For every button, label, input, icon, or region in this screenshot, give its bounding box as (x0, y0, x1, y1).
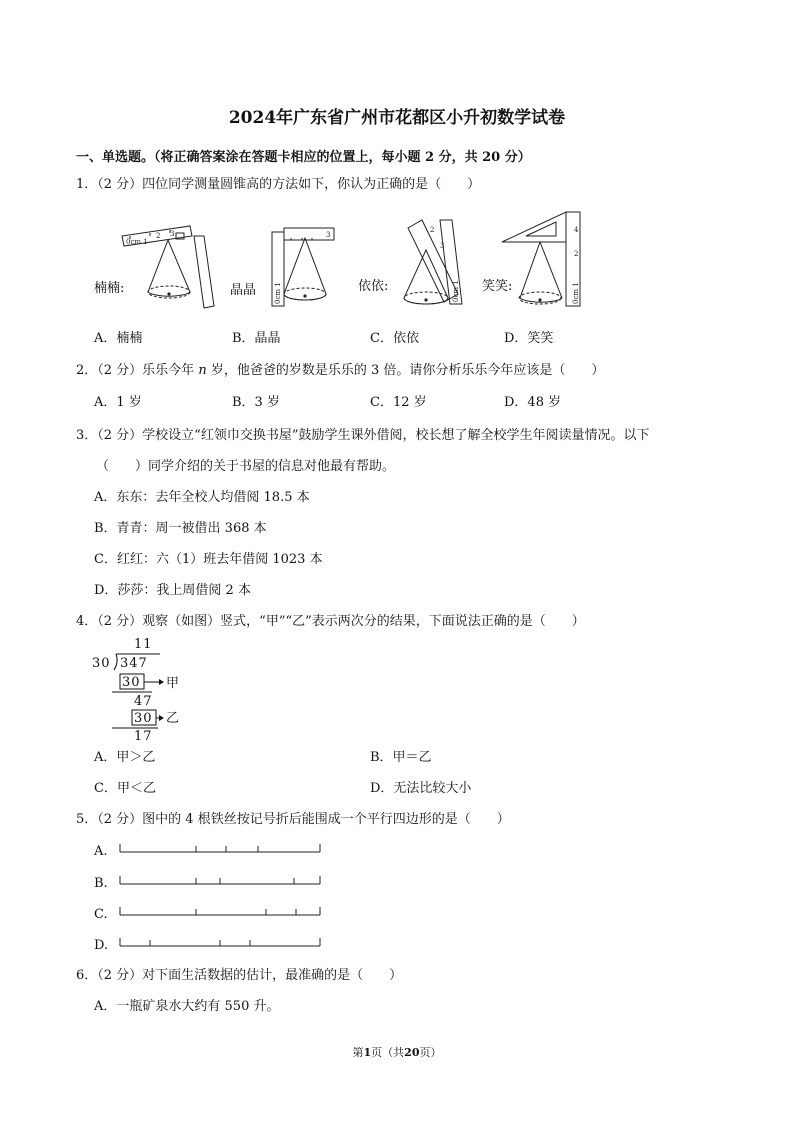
option-c-label: C. (94, 907, 108, 922)
option-a: A．一瓶矿泉水大约有 550 升。 (94, 999, 280, 1014)
option-a-label: A. (94, 844, 108, 859)
option-c: C．依依 (370, 331, 419, 346)
option-d: D．48 岁 (504, 395, 562, 410)
option-a: A．甲＞乙 (94, 750, 156, 765)
question-4-stem: 4．（2 分）观察（如图）竖式，“甲”“乙”表示两次分的结果，下面说法正确的是（ ） (76, 614, 585, 629)
ruler-label: 0cm 1 (274, 282, 282, 304)
ruler-label: 3 (170, 230, 175, 238)
ruler-label: 0cm 1 (126, 238, 148, 246)
ruler-label: 3 (440, 242, 445, 250)
option-d: D．笑笑 (504, 331, 554, 346)
ruler-label: 3 (326, 231, 331, 239)
partial-dividend: 47 (134, 694, 153, 709)
question-1-stem: 1．（2 分）四位同学测量圆锥高的方法如下，你认为正确的是（ ） (76, 177, 481, 192)
ruler-label: 4 (574, 226, 579, 234)
question-3-stem: 3．（2 分）学校设立“红领巾交换书屋”鼓励学生课外借阅，校长想了解全校学生年阅读量情况。以下 (76, 428, 650, 443)
name-label: 晶晶 (230, 283, 257, 298)
question-2-stem: 2．（2 分）乐乐今年 n 岁，他爸爸的岁数是乐乐的 3 倍。请你分析乐乐今年应该是（ ） (76, 363, 605, 378)
option-b: B．晶晶 (232, 331, 281, 346)
label-yi: 乙 (166, 711, 181, 726)
wire-c (120, 907, 320, 915)
option-c: C．甲＜乙 (94, 781, 156, 796)
name-label: 笑笑: (482, 279, 513, 294)
page-footer: 第1页（共20页） (352, 1046, 442, 1059)
question-3-stem-cont: （ ）同学介绍的关于书屋的信息对他最有帮助。 (96, 459, 396, 474)
page-title: 2024年广东省广州市花都区小升初数学试卷 (228, 108, 566, 128)
remainder: 17 (134, 729, 153, 744)
wire-b (120, 876, 320, 884)
option-d: D．无法比较大小 (370, 781, 472, 796)
section-heading: 一、单选题。（将正确答案涂在答题卡相应的位置上，每小题 2 分，共 20 分） (76, 150, 531, 165)
ruler-label: 0cm 1 (452, 280, 460, 302)
step2-product: 30 (134, 711, 153, 726)
option-a: A．1 岁 (94, 395, 142, 410)
question-6-stem: 6．（2 分）对下面生活数据的估计，最准确的是（ ） (76, 968, 403, 983)
name-label: 楠楠: (94, 281, 125, 296)
divisor: 30 (92, 656, 111, 671)
long-division-figure (88, 636, 198, 744)
option-a: A．楠楠 (94, 331, 143, 346)
option-b-label: B. (94, 876, 108, 891)
dividend: 347 (120, 656, 148, 671)
option-d: D．莎莎：我上周借阅 2 本 (94, 583, 251, 598)
question-5-stem: 5．（2 分）图中的 4 根铁丝按记号折后能围成一个平行四边形的是（ ） (76, 812, 510, 827)
label-jia: 甲 (166, 676, 181, 691)
ruler-label: 2 (574, 250, 579, 258)
ruler-label: 2 (156, 232, 161, 240)
cone-measure-figure (90, 208, 610, 318)
step1-product: 30 (122, 675, 141, 690)
option-c: C．12 岁 (370, 395, 427, 410)
ruler-label: 0cm 1 (572, 282, 580, 304)
quotient: 11 (134, 637, 153, 652)
wire-a (120, 844, 320, 852)
ruler-label: 2 (430, 226, 435, 234)
wires-figure (118, 840, 328, 955)
option-b: B．甲＝乙 (370, 750, 432, 765)
option-c: C．红红：六（1）班去年借阅 1023 本 (94, 552, 323, 567)
option-b: B．青青：周一被借出 368 本 (94, 521, 267, 536)
name-label: 依依: (358, 279, 389, 294)
option-b: B．3 岁 (232, 395, 280, 410)
wire-d (120, 938, 320, 946)
option-a: A．东东：去年全校人均借阅 18.5 本 (94, 490, 310, 505)
option-d-label: D. (94, 938, 109, 953)
